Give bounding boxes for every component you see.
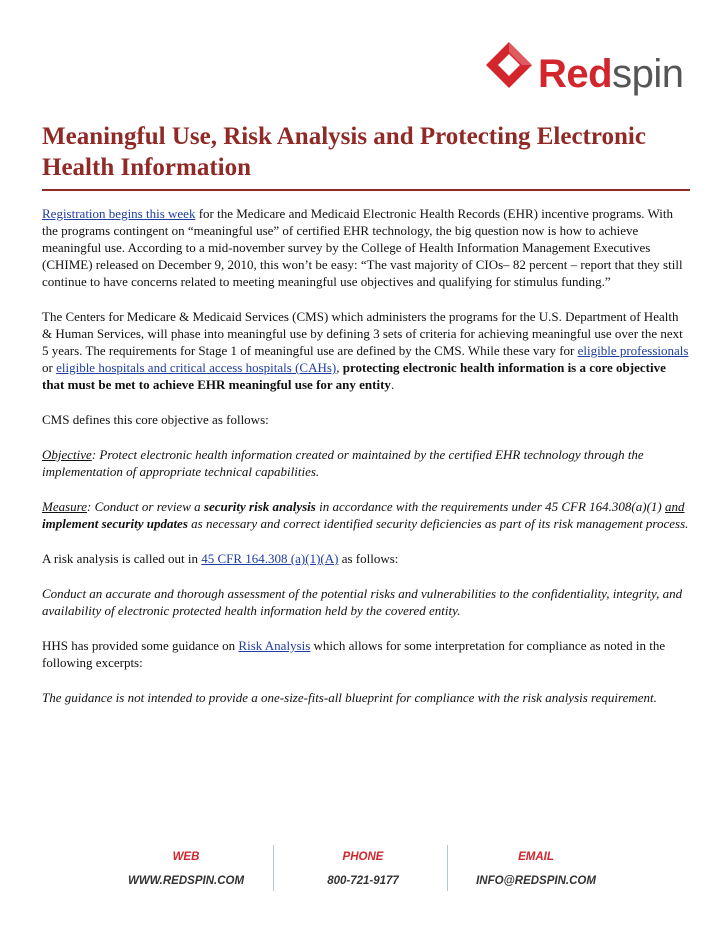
paragraph-cms bbox=[42, 308, 690, 393]
security-updates-emphasis: implement security updates bbox=[42, 516, 188, 531]
paragraph-measure bbox=[42, 498, 690, 532]
page-title: Meaningful Use, Risk Analysis and Protecting Electronic Health Information bbox=[42, 123, 646, 181]
paragraph-assessment: Conduct an accurate and thorough assessment of the potential risks and vulnerabilities to the confidentiality, integrity, and availability of electronic protected health information held by the covered entity. bbox=[42, 586, 683, 618]
cms-text-4: . bbox=[390, 377, 395, 392]
paragraph-defines: CMS defines this core objective as follows: bbox=[42, 412, 269, 427]
cfr-link[interactable]: 45 CFR 164.308 (a)(1)(A) bbox=[201, 551, 339, 566]
measure-text-4: as necessary and correct identified security deficiencies as part of its risk management process. bbox=[187, 516, 689, 531]
contact-footer bbox=[0, 845, 728, 905]
footer-phone-label: PHONE bbox=[342, 851, 384, 863]
cms-text-1: The Centers for Medicare & Medicaid Services (CMS) which administers the programs for the U.S. Department of Health & Human Services, will phase into meaningful use by defining 3 sets of criteria for achieving meaningful use over the next 5 years. The requirements for Stage 1 of meaningful use are defined by the CMS. While these vary for bbox=[42, 309, 683, 358]
paragraph-guidance: The guidance is not intended to provide a one-size-fits-all blueprint for compliance with the risk analysis requirement. bbox=[42, 690, 657, 705]
logo-wordmark bbox=[538, 50, 683, 98]
objective-text: : Protect electronic health information created or maintained by the certified EHR technology through the implementation of appropriate technical capabilities. bbox=[42, 447, 644, 479]
logo-text-gray: spin bbox=[612, 52, 684, 96]
measure-text-2: in accordance with the requirements under 45 CFR 164.308(a)(1) bbox=[315, 499, 665, 514]
footer-web-label: WEB bbox=[172, 851, 200, 863]
paragraph-risk-analysis bbox=[42, 550, 690, 567]
eligible-hospitals-link[interactable]: eligible hospitals and critical access hospitals (CAHs) bbox=[56, 360, 337, 375]
registration-link[interactable]: Registration begins this week bbox=[42, 206, 196, 221]
logo-text-red: Red bbox=[538, 52, 613, 96]
paragraph-objective bbox=[42, 446, 690, 480]
security-risk-analysis-emphasis: security risk analysis bbox=[203, 499, 316, 514]
paragraph-intro bbox=[42, 205, 690, 290]
footer-email-value[interactable]: INFO@REDSPIN.COM bbox=[476, 875, 596, 887]
measure-and: and bbox=[665, 499, 685, 514]
risk-text-2: as follows: bbox=[338, 551, 399, 566]
hhs-text-1: HHS has provided some guidance on bbox=[42, 638, 239, 653]
objective-label: Objective bbox=[42, 447, 92, 462]
footer-email-label: EMAIL bbox=[518, 851, 554, 863]
footer-phone-value[interactable]: 800-721-9177 bbox=[327, 875, 399, 887]
article-body bbox=[42, 205, 690, 724]
measure-text-1: : Conduct or review a bbox=[87, 499, 204, 514]
eligible-professionals-link[interactable]: eligible professionals bbox=[577, 343, 689, 358]
risk-text-1: A risk analysis is called out in bbox=[42, 551, 202, 566]
core-objective-emphasis: protecting electronic health information is a core objective that must be met to achieve EHR meaningful use for any entity bbox=[42, 360, 666, 392]
cms-text-2: or bbox=[42, 360, 57, 375]
footer-web-value[interactable]: WWW.REDSPIN.COM bbox=[127, 875, 245, 887]
paragraph-hhs bbox=[42, 637, 690, 671]
redspin-logo bbox=[484, 40, 694, 102]
cms-text-3: , bbox=[336, 360, 343, 375]
footer-email bbox=[426, 845, 646, 889]
hhs-text-2: which allows for some interpretation for compliance as noted in the following excerpts: bbox=[42, 638, 666, 670]
measure-label: Measure bbox=[42, 499, 88, 514]
risk-analysis-link[interactable]: Risk Analysis bbox=[238, 638, 311, 653]
intro-text: for the Medicare and Medicaid Electronic Health Records (EHR) incentive programs. With the programs contingent on “meaningful use” of certified EHR technology, the big question now is how to achieve meaningful use. According to a mid-november survey by the College of Health Information Management Executives (CHIME) released on December 9, 2010, this won’t be easy: “The vast majority of CIOs– 82 percent – report that they still continue to have concerns related to meeting meaningful use objectives and qualifying for stimulus funding.” bbox=[42, 206, 683, 289]
redspin-diamond-icon bbox=[484, 40, 534, 90]
title-rule bbox=[42, 189, 690, 191]
